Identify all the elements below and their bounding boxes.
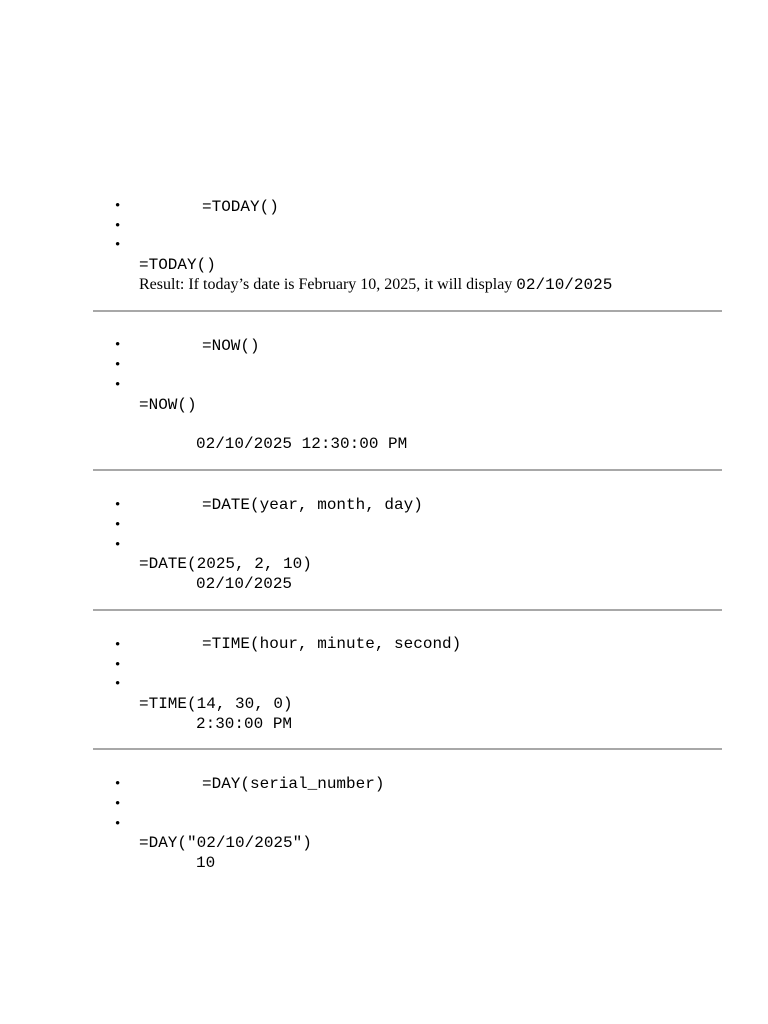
horizontal-rule bbox=[93, 310, 722, 312]
bullet bbox=[115, 784, 123, 792]
function-heading: =DATE(year, month, day) bbox=[202, 496, 423, 514]
result-value: 02/10/2025 bbox=[516, 276, 613, 294]
formula-example: =NOW() bbox=[139, 396, 197, 414]
bullet bbox=[115, 385, 123, 393]
horizontal-rule bbox=[93, 609, 722, 611]
bullet bbox=[115, 525, 123, 533]
function-heading: =NOW() bbox=[202, 337, 260, 355]
bullet bbox=[115, 206, 123, 214]
bullet bbox=[115, 824, 123, 832]
bullet bbox=[115, 545, 123, 553]
result-value: 2:30:00 PM bbox=[196, 715, 293, 733]
function-heading: =TIME(hour, minute, second) bbox=[202, 635, 462, 653]
formula-example: =TODAY() bbox=[139, 256, 216, 274]
result-prefix: Result: If today’s date is February 10, 2025, it will display bbox=[139, 276, 517, 293]
bullet bbox=[115, 226, 123, 234]
bullet bbox=[115, 245, 123, 253]
bullet bbox=[115, 645, 123, 653]
result-value: 02/10/2025 bbox=[196, 575, 293, 593]
bullet bbox=[115, 665, 123, 673]
formula-example: =DATE(2025, 2, 10) bbox=[139, 555, 312, 573]
formula-example: =TIME(14, 30, 0) bbox=[139, 695, 293, 713]
result-text bbox=[139, 275, 612, 295]
bullet bbox=[115, 345, 123, 353]
bullet bbox=[115, 365, 123, 373]
function-heading: =DAY(serial_number) bbox=[202, 775, 385, 793]
bullet bbox=[115, 684, 123, 692]
formula-example: =DAY("02/10/2025") bbox=[139, 834, 312, 852]
horizontal-rule bbox=[93, 469, 722, 471]
result-value: 02/10/2025 12:30:00 PM bbox=[196, 435, 408, 453]
result-value: 10 bbox=[196, 854, 216, 872]
horizontal-rule bbox=[93, 748, 722, 750]
function-heading: =TODAY() bbox=[202, 198, 279, 216]
bullet bbox=[115, 804, 123, 812]
bullet bbox=[115, 505, 123, 513]
